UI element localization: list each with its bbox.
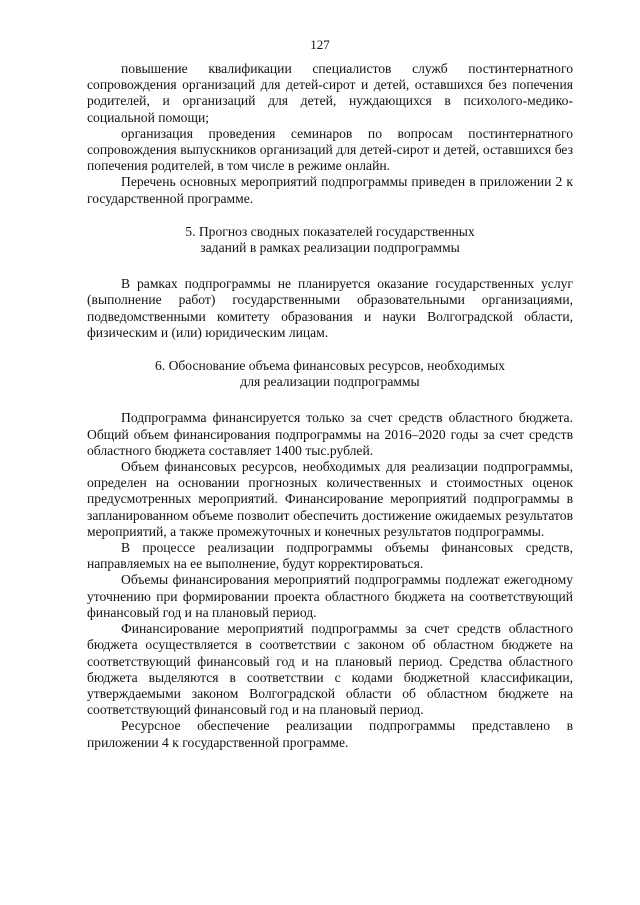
paragraph: В рамках подпрограммы не планируется оказание государственных услуг (выполнение работ) государственными образовательными организациями, подведомственными комитету образования и науки Волгоградской области, физическим и (или) юридическим лицам. bbox=[87, 276, 573, 340]
page-number: 127 bbox=[310, 37, 330, 52]
section-5-heading-line-2: заданий в рамках реализации подпрограммы bbox=[200, 240, 460, 256]
paragraph: Перечень основных мероприятий подпрограммы приведен в приложении 2 к государственной программе. bbox=[87, 174, 573, 206]
paragraph: повышение квалификации специалистов служб постинтернатного сопровождения организаций для детей-сирот и детей, оставшихся без попечения родителей, и организаций для детей, нуждающихся в психолого-медико-социальной помощи; bbox=[87, 61, 573, 125]
paragraph: Ресурсное обеспечение реализации подпрограммы представлено в приложении 4 к государственной программе. bbox=[87, 718, 573, 750]
paragraph: В процессе реализации подпрограммы объемы финансовых средств, направляемых на ее выполнение, будут корректироваться. bbox=[87, 540, 573, 572]
paragraph: организация проведения семинаров по вопросам постинтернатного сопровождения выпускников организаций для детей-сирот и детей, оставшихся без попечения родителей, в том числе в режиме онлайн. bbox=[87, 125, 573, 174]
paragraph: Объем финансовых ресурсов, необходимых для реализации подпрограммы, определен на основании прогнозных количественных и стоимостных оценок предусмотренных мероприятий. Финансирование мероприятий подпрограммы в запланированном объеме позволит обеспечить достижение ожидаемых результатов мероприятий, а также промежуточных и конечных результатов подпрограммы. bbox=[87, 459, 573, 539]
paragraph: Объемы финансирования мероприятий подпрограммы подлежат ежегодному уточнению при формировании проекта областного бюджета на соответствующий финансовый год и на плановый период. bbox=[87, 572, 573, 620]
paragraph: Подпрограмма финансируется только за счет средств областного бюджета. Общий объем финансирования подпрограммы на 2016–2020 годы за счет средств областного бюджета составляет 1400 тыс.рублей. bbox=[87, 410, 573, 458]
section-6-heading-line-1: 6. Обоснование объема финансовых ресурсов, необходимых bbox=[154, 358, 506, 374]
section-6-heading-line-2: для реализации подпрограммы bbox=[240, 374, 420, 390]
page-body bbox=[87, 61, 573, 751]
section-5-heading-line-1: 5. Прогноз сводных показателей государственных bbox=[185, 223, 475, 239]
paragraph: Финансирование мероприятий подпрограммы за счет средств областного бюджета осуществляется в соответствии с законом об областном бюджете на соответствующий финансовый год и на плановый период. Средства областного бюджета выделяются в соответствии с кодами бюджетной классификации, утверждаемыми законом Волгоградской области об областном бюджете на соответствующий финансовый год и на плановый период. bbox=[87, 621, 573, 718]
